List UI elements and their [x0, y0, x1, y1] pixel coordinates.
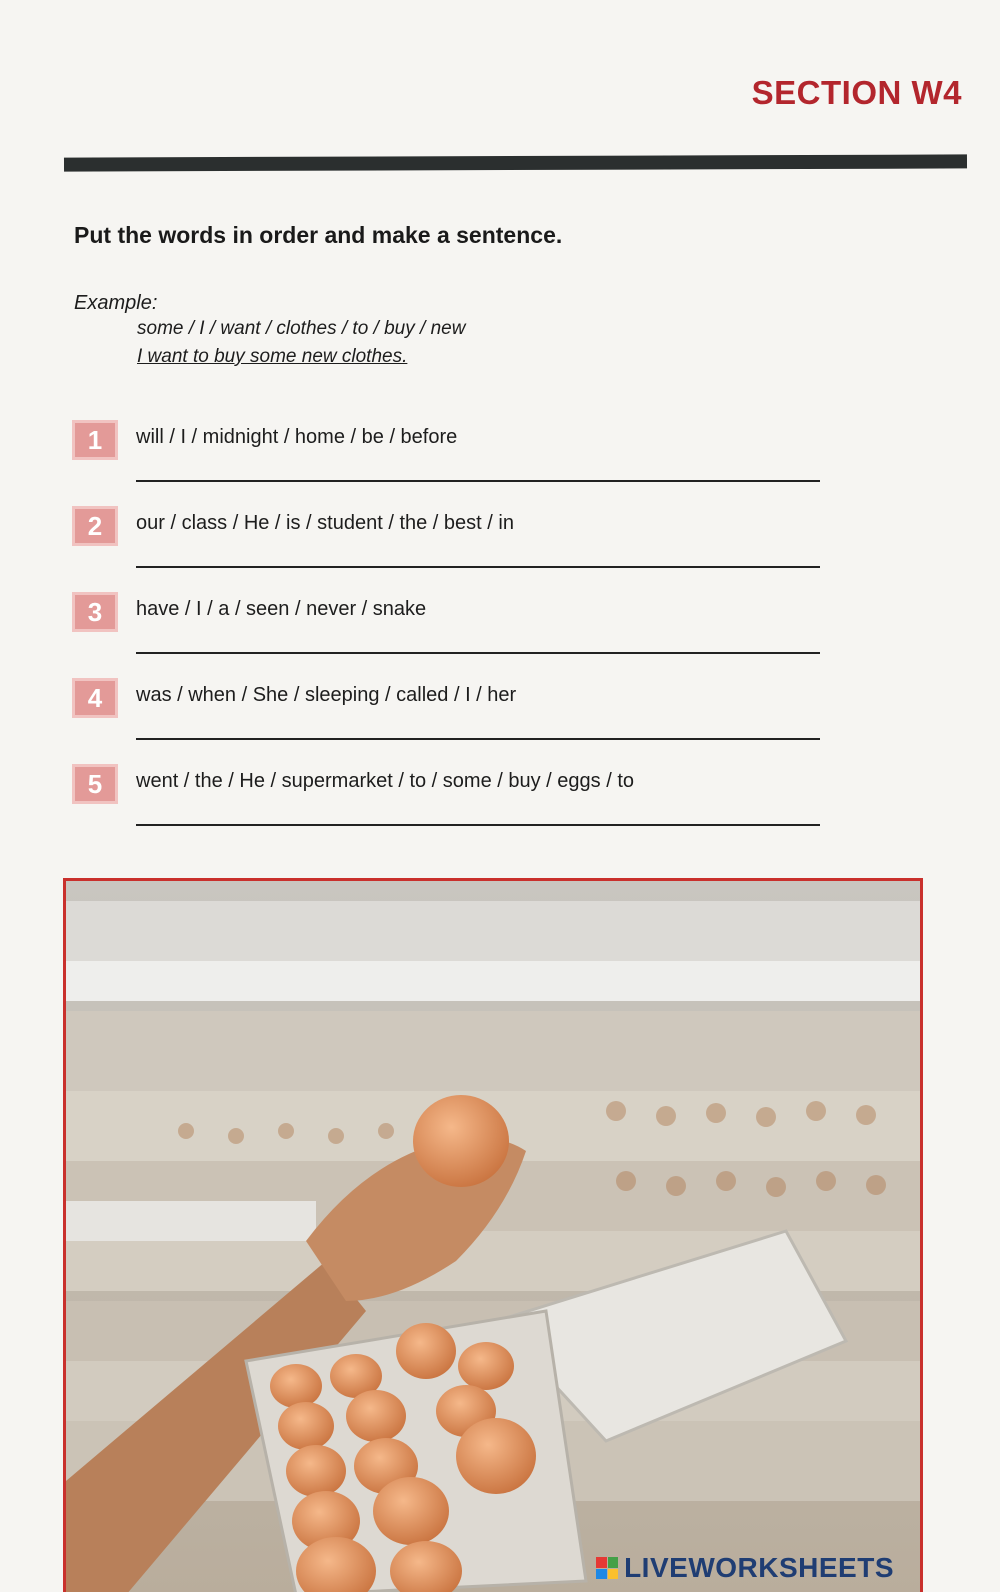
answer-input-line[interactable]: [136, 566, 820, 568]
item-words: was / when / She / sleeping / called / I / her: [136, 684, 517, 706]
exercise-item-4: [72, 678, 832, 758]
instruction-heading: Put the words in order and make a sentence.: [74, 222, 563, 248]
item-words: have / I / a / seen / never / snake: [136, 598, 427, 620]
example-answer: I want to buy some new clothes.: [137, 346, 408, 367]
item-number-badge: 1: [72, 420, 118, 460]
item-number-badge: 5: [72, 764, 118, 804]
watermark-text: LIVEWORKSHEETS: [624, 1552, 894, 1583]
item-words: our / class / He / is / student / the / best / in: [136, 512, 514, 534]
header-divider: [64, 154, 967, 171]
item-words: went / the / He / supermarket / to / some / buy / eggs / to: [136, 770, 635, 792]
exercise-item-1: [72, 420, 832, 500]
exercise-item-3: [72, 592, 832, 672]
item-number-badge: 4: [72, 678, 118, 718]
exercise-item-5: [72, 764, 832, 844]
supermarket-eggs-photo: [63, 878, 923, 1592]
answer-input-line[interactable]: [136, 824, 820, 826]
answer-input-line[interactable]: [136, 480, 820, 482]
example-label: Example:: [74, 292, 158, 314]
item-words: will / I / midnight / home / be / before: [136, 426, 458, 448]
photo-illustration: [66, 881, 920, 1592]
exercise-item-2: [72, 506, 832, 586]
answer-input-line[interactable]: [136, 652, 820, 654]
liveworksheets-logo-icon: [596, 1557, 618, 1579]
liveworksheets-watermark: [596, 1552, 894, 1584]
answer-input-line[interactable]: [136, 738, 820, 740]
section-title: SECTION W4: [751, 74, 962, 111]
example-words: some / I / want / clothes / to / buy / new: [137, 318, 466, 339]
item-number-badge: 2: [72, 506, 118, 546]
item-number-badge: 3: [72, 592, 118, 632]
